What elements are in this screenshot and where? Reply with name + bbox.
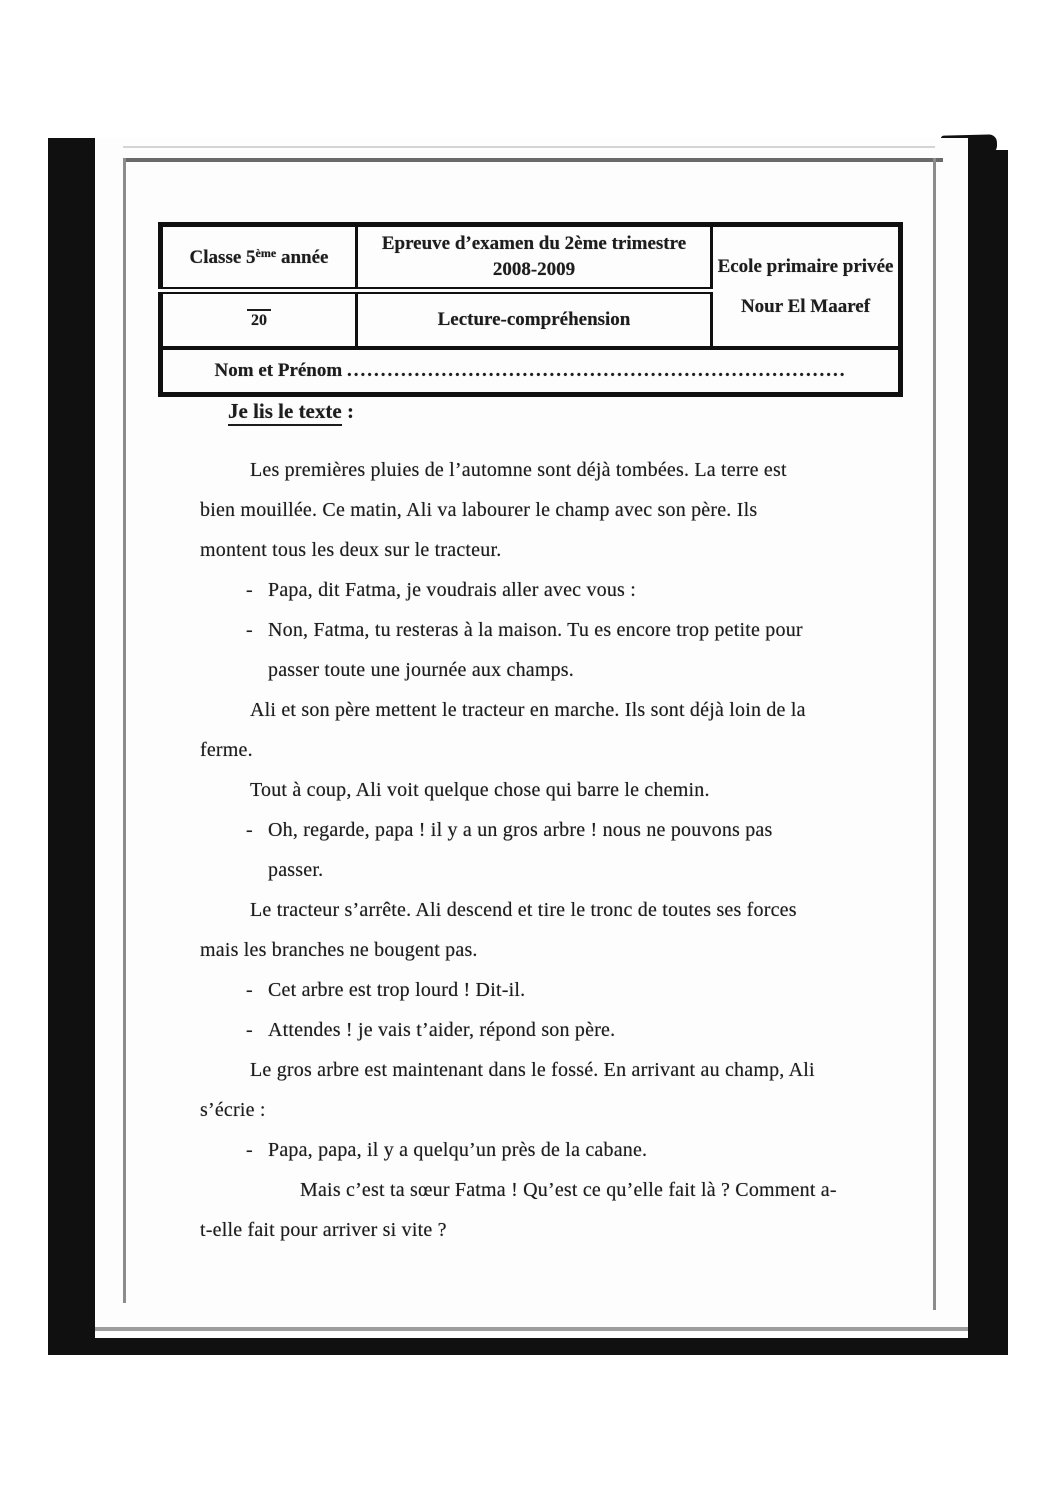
page-border-left [123,158,126,1303]
matiere-label: Lecture-compréhension [437,309,631,330]
text-line: t-elle fait pour arriver si vite ? [200,1219,447,1241]
cell-classe [161,225,357,291]
dash-text: Papa, papa, il y a quelqu’un près de la cabane. [268,1139,648,1161]
text-line: ferme. [200,739,253,761]
section-title [228,396,940,428]
section-title-underlined: Je lis le texte [228,399,342,426]
cell-ecole [712,225,901,349]
dash-text: Cet arbre est trop lourd ! Dit-il. [268,979,526,1001]
classe-superscript: ème [255,245,277,260]
text-line: s’écrie : [200,1099,266,1121]
text-line [200,1010,940,1050]
scan-artifact-line [123,146,935,148]
text-line: Tout à coup, Ali voit quelque chose qui barre le chemin. [250,779,710,801]
scan-frame-bottom [48,1338,1008,1355]
text-line [200,610,940,650]
score-box: 20 [247,309,271,330]
page-border-bottom [95,1327,968,1331]
reading-text [200,450,940,1250]
cell-epreuve [357,225,712,291]
text-line: Les premières pluies de l’automne sont déjà tombées. La terre est [250,459,787,481]
dash-text: Oh, regarde, papa ! il y a un gros arbre ! nous ne pouvons pas [268,819,773,841]
dash-marker: - [246,619,253,641]
classe-label: Classe 5ème année [189,245,329,268]
text-line: passer. [268,859,324,881]
section-title-colon: : [341,399,354,423]
cell-matiere [357,291,712,349]
reading-section [200,396,940,1250]
dash-text: Papa, dit Fatma, je voudrais aller avec vous : [268,579,636,601]
dash-marker: - [246,1019,253,1041]
text-line: Le gros arbre est maintenant dans le fossé. En arrivant au champ, Ali [250,1059,815,1081]
dash-marker: - [246,1139,253,1161]
text-line: Ali et son père mettent le tracteur en marche. Ils sont déjà loin de la [250,699,806,721]
page-border-top [123,158,943,162]
header-table [158,222,903,397]
dash-marker: - [246,979,253,1001]
epreuve-line-2: 2008-2009 [492,259,576,280]
ecole-line-1: Ecole primaire privée [717,255,894,277]
text-line: Mais c’est ta sœur Fatma ! Qu’est ce qu’elle fait là ? Comment a- [300,1179,837,1201]
nom-dotted-line: .......................................................................... [346,360,847,381]
text-line [200,970,940,1010]
ecole-line-2: Nour El Maaref [740,295,871,317]
text-line [200,1130,940,1170]
cell-score [161,291,357,349]
epreuve-line-1: Epreuve d’examen du 2ème trimestre [381,233,687,254]
text-line: bien mouillée. Ce matin, Ali va labourer le champ avec son père. Ils [200,499,758,521]
text-line: Le tracteur s’arrête. Ali descend et tire le tronc de toutes ses forces [250,899,797,921]
dash-marker: - [246,579,253,601]
dash-marker: - [246,819,253,841]
text-line [200,570,940,610]
cell-nom-prenom [161,348,901,395]
text-line: montent tous les deux sur le tracteur. [200,539,502,561]
text-line [200,810,940,850]
nom-label: Nom et Prénom [214,360,347,381]
text-line: passer toute une journée aux champs. [268,659,574,681]
scan-frame-left [48,138,95,1355]
dash-text: Non, Fatma, tu resteras à la maison. Tu es encore trop petite pour [268,619,803,641]
scan-frame-right [968,150,1008,1355]
page-sheet [95,138,968,1338]
dash-text: Attendes ! je vais t’aider, répond son père. [268,1019,616,1041]
text-line: mais les branches ne bougent pas. [200,939,478,961]
